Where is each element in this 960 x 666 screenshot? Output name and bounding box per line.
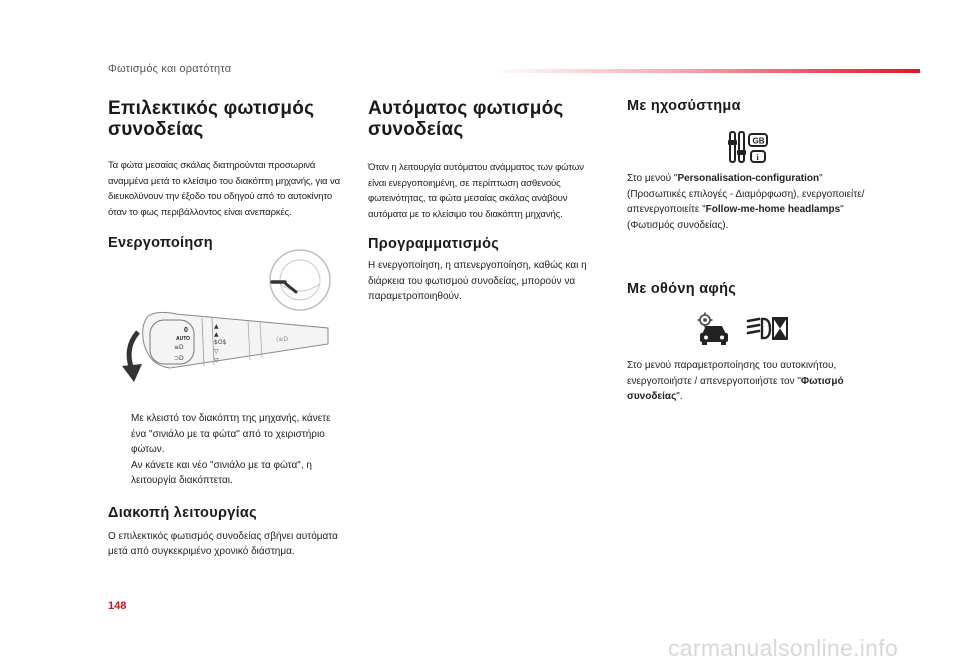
bullet-text: Αν κάνετε και νέο "σινιάλο με τα φώτα", η λειτουργία διακόπτεται. — [131, 459, 312, 486]
option-name: Φωτισμό συνοδείας — [627, 375, 844, 402]
header-accent-bar — [490, 69, 920, 73]
page-number: 148 — [108, 600, 127, 612]
guide-lighting-icon — [746, 316, 790, 342]
option-name: Follow-me-home headlamps — [705, 204, 841, 215]
stalk-beam-symbol: ⟨≡D — [276, 336, 288, 343]
stalk-off-label: 0 — [184, 327, 188, 334]
selective-intro-text: Τα φώτα μεσαίας σκάλας διατηρούνται προσωρινά αναμμένα μετά το κλείσιμο του διακόπτη μηχανής, για να διευκολύνουν την έξοδο του οδηγού από το αυτοκίνητο όταν το φως περιβάλλοντος είναι ανεπαρκές. — [108, 160, 341, 218]
bullet-text: Με κλειστό τον διακόπτη της μηχανής, κάνετε ένα "σινιάλο με τα φώτα" από το χειριστήριο φώτων. — [131, 413, 331, 455]
activation-heading: Ενεργοποίηση — [108, 235, 213, 252]
steering-wheel-icon — [270, 250, 330, 310]
stalk-fog-symbol: $O$ — [214, 339, 227, 346]
pull-arrow-icon — [122, 332, 142, 382]
touch-screen-section — [627, 281, 867, 297]
list-item — [108, 411, 346, 458]
audio-system-instructions — [627, 171, 872, 233]
stalk-down-arrow: ▽ — [214, 348, 219, 355]
lighting-stalk-illustration — [110, 248, 340, 393]
stalk-low-beam-symbol: ≡D — [174, 344, 184, 351]
touch-screen-text: Στο μενού παραμετροποίησης του αυτοκινήτου, ενεργοποιήστε / απενεργοποιήστε τον "Φωτισμό συνοδείας". — [627, 360, 844, 402]
automatic-intro-text: Όταν η λειτουργία αυτόματου ανάμματος των φώτων είναι ενεργοποιημένη, σε περίπτωση ασθενούς φωτεινότητας, τα φώτα μεσαίας σκάλας ανάβουν αυτόματα με το κλείσιμο του διακόπτη μηχανής. — [368, 162, 584, 220]
section-title: Φωτισμός και ορατότητα — [108, 63, 232, 75]
automatic-guide-lighting-title: Αυτόματος φωτισμός συνοδείας — [368, 98, 564, 140]
programming-heading: Προγραμματισμός — [368, 236, 500, 253]
menu-name: Personalisation-configuration — [677, 173, 820, 184]
stalk-auto-label: AUTO — [176, 336, 191, 342]
deactivation-text: Ο επιλεκτικός φωτισμός συνοδείας σβήνει αυτόματα μετά από συγκεκριμένο χρονικό διάστημα. — [108, 530, 338, 557]
touch-screen-instructions — [627, 358, 872, 405]
audio-system-heading: Με ηχοσύστημα — [627, 98, 741, 114]
stalk-up-arrow-2: ▲ — [214, 331, 219, 338]
list-item — [108, 458, 346, 489]
car-settings-icon — [696, 312, 732, 346]
programming-text: Η ενεργοποίηση, η απενεργοποίηση, καθώς και η διάρκεια του φωτισμού συνοδείας, μπορούν να παραμετροποιηθούν. — [368, 260, 587, 303]
audio-system-text: Στο μενού "Personalisation-configuration" (Προσωπικές επιλογές - Διαμόρφωση), ενεργοποιείτε/απενεργοποιείτε "Follow-me-home headlamps" (Φωτισμός συνοδείας). — [627, 173, 865, 231]
audio-settings-icon — [728, 128, 770, 168]
column-selective-guide-lighting — [108, 98, 346, 251]
column-automatic-guide-lighting — [368, 98, 604, 305]
stalk-up-arrow: ▲ — [214, 323, 219, 330]
info-label: i — [756, 153, 759, 162]
watermark: carmanualsonline.info — [668, 635, 899, 661]
deactivation-heading: Διακοπή λειτουργίας — [108, 504, 257, 521]
stalk-down-arrow-2: ▽ — [214, 357, 219, 364]
column-settings — [627, 98, 867, 114]
language-gb-label: GB — [752, 136, 765, 146]
stalk-side-light-symbol: ⊃D — [174, 355, 184, 362]
activation-steps — [108, 411, 346, 560]
touch-screen-heading: Με οθόνη αφής — [627, 281, 737, 297]
selective-guide-lighting-title: Επιλεκτικός φωτισμός συνοδείας — [108, 98, 315, 140]
stalk-body — [143, 312, 328, 368]
